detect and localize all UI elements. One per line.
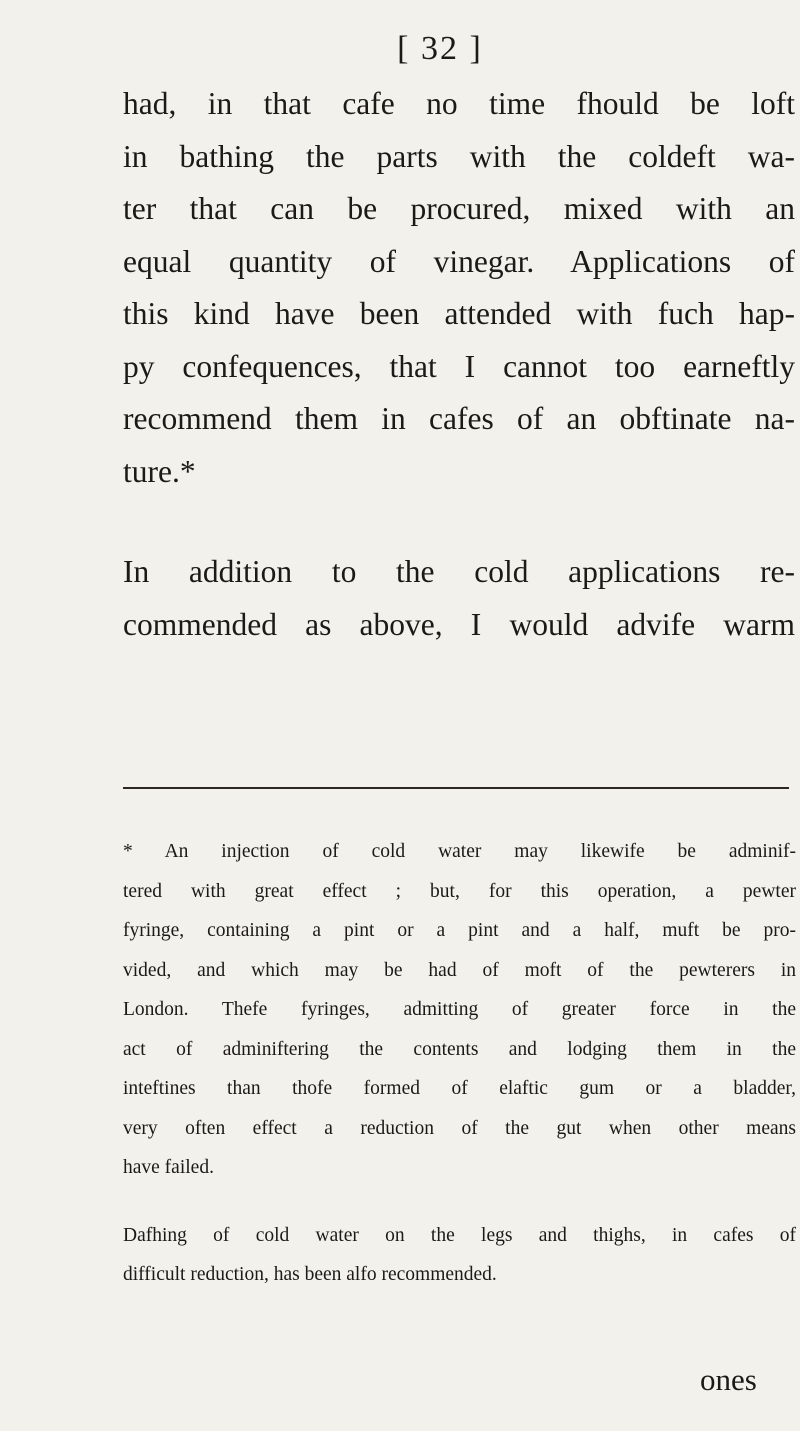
page-number: [ 32 ] xyxy=(397,30,483,67)
footnote-line: tered with great effect ; but, for this operation, a pewter xyxy=(123,880,796,902)
footnote-line: difficult reduction, has been alfo recommended. xyxy=(123,1264,497,1285)
text-line: py confequences, that I cannot too earneftly xyxy=(123,348,795,384)
text-line: commended as above, I would advife warm xyxy=(123,606,795,642)
text-line: equal quantity of vinegar. Applications of xyxy=(123,243,795,279)
text-line: In addition to the cold applications re- xyxy=(123,554,795,589)
text-line: had, in that cafe no time fhould be loft xyxy=(123,86,795,121)
footnote-line: vided, and which may be had of moft of the pewterers in xyxy=(123,959,796,981)
footnote-line: Dafhing of cold water on the legs and thighs, in cafes of xyxy=(123,1224,796,1246)
footnote-line: have failed. xyxy=(123,1157,214,1178)
text-line: ture.* xyxy=(123,453,196,489)
paragraph-1 xyxy=(123,78,795,498)
text-line: in bathing the parts with the coldeft wa- xyxy=(123,138,795,174)
footnote-2 xyxy=(123,1216,796,1295)
footnote-line: * An injection of cold water may likewife be adminif- xyxy=(123,841,796,862)
main-text xyxy=(123,78,795,651)
footnote-line: fyringe, containing a pint or a pint and a half, muft be pro- xyxy=(123,920,796,941)
footnotes xyxy=(123,832,796,1295)
footnote-divider xyxy=(123,787,789,789)
footnote-line: very often effect a reduction of the gut when other means xyxy=(123,1117,796,1139)
footnote-1 xyxy=(123,832,796,1188)
paragraph-2 xyxy=(123,546,795,651)
footnote-line: London. Thefe fyringes, admitting of greater force in the xyxy=(123,999,796,1020)
catchword: ones xyxy=(700,1362,757,1397)
text-line: ter that can be procured, mixed with an xyxy=(123,191,795,226)
footnote-line: inteftines than thofe formed of elaftic gum or a bladder, xyxy=(123,1078,796,1099)
text-line: this kind have been attended with fuch hap- xyxy=(123,296,795,331)
footnote-line: act of adminiftering the contents and lodging them in the xyxy=(123,1038,796,1060)
text-line: recommend them in cafes of an obftinate na- xyxy=(123,401,795,436)
